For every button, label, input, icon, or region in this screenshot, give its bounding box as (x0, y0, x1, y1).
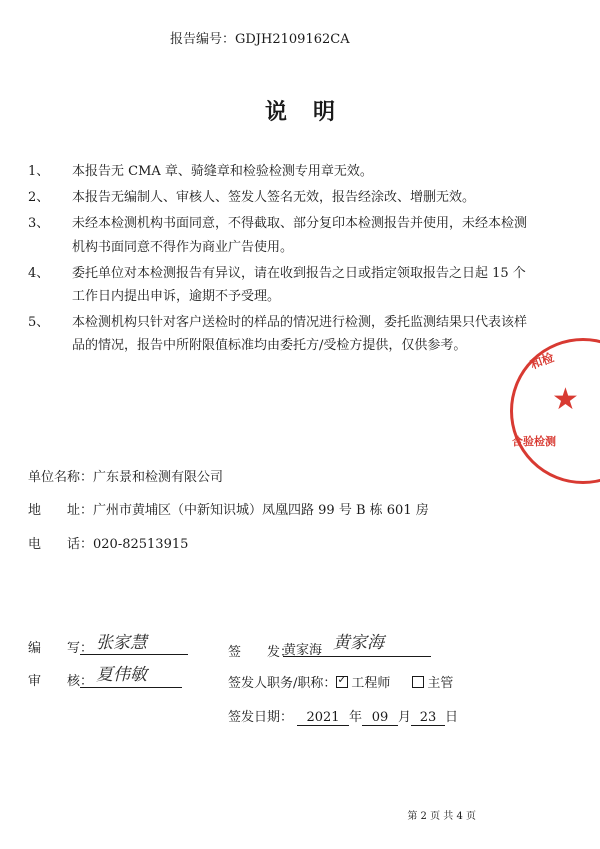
stamp-text-top: 和检 (528, 350, 556, 372)
manager-option-label: 主管 (427, 676, 454, 691)
note-number: 3、 (28, 216, 50, 232)
date-month: 09 (362, 710, 398, 726)
phone-value: 020-82513915 (93, 537, 189, 552)
date-day-unit: 日 (445, 710, 459, 725)
list-item (28, 160, 528, 183)
unit-row (28, 466, 223, 485)
list-item (28, 311, 528, 357)
issuer-signature: 黄家海 (333, 633, 384, 653)
address-label: 地 址： (28, 503, 94, 518)
phone-label: 电 话： (28, 537, 94, 552)
engineer-checkbox[interactable] (336, 676, 348, 688)
note-text: 本报告无编制人、审核人、签发人签名无效，报告经涂改、增删无效。 (72, 190, 476, 206)
note-text: 本报告无 CMA 章、骑缝章和检验检测专用章无效。 (72, 164, 373, 179)
note-number: 5、 (28, 315, 50, 331)
notes-list (28, 160, 528, 361)
list-item (28, 186, 528, 209)
list-item (28, 212, 528, 258)
date-year: 2021 (297, 710, 349, 726)
report-number: 报告编号：GDJH2109162CA (170, 32, 350, 47)
manager-checkbox[interactable] (412, 676, 424, 688)
compiler-label: 编 写： (28, 641, 94, 656)
compiler-line (80, 654, 188, 655)
note-text: 委托单位对本检测报告有异议，请在收到报告之日或指定领取报告之日起 15 个工作日内提出申诉，逾期不予受理。 (72, 265, 526, 305)
reviewer-line (80, 687, 182, 688)
stamp-text-bottom: 合验检测 (512, 435, 556, 448)
note-text: 未经本检测机构书面同意，不得截取、部分复印本检测报告并使用，未经本检测机构书面同意不得作为商业广告使用。 (72, 216, 528, 255)
page-footer: 第 2 页 共 4 页 (407, 811, 476, 822)
date-row (228, 706, 458, 726)
address-value: 广州市黄埔区（中新知识城）凤凰四路 99 号 B 栋 601 房 (93, 503, 429, 518)
reviewer-signature: 夏伟敏 (96, 665, 147, 685)
phone-row (28, 533, 188, 552)
unit-value: 广东景和检测有限公司 (93, 470, 224, 485)
note-number: 2、 (28, 190, 50, 206)
compiler-signature: 张家慧 (96, 633, 147, 653)
date-month-unit: 月 (398, 710, 412, 725)
date-year-unit: 年 (349, 710, 363, 725)
address-row (28, 499, 429, 518)
date-label: 签发日期： (228, 710, 294, 725)
engineer-option-label: 工程师 (351, 676, 391, 691)
position-row (228, 672, 453, 691)
note-number: 1、 (28, 164, 50, 179)
position-label: 签发人职务/职称： (228, 676, 337, 691)
date-day: 23 (411, 710, 445, 726)
issuer-name: 黄家海 (283, 643, 323, 658)
page-title: 说明 (264, 99, 361, 125)
note-text: 本检测机构只针对客户送检时的样品的情况进行检测，委托监测结果只代表该样品的情况，报告中所附限值标准均由委托方/受检方提供，仅供参考。 (72, 315, 528, 354)
issuer-line (283, 656, 431, 657)
list-item (28, 262, 528, 308)
star-icon: ★ (552, 382, 579, 417)
reviewer-label: 审 核： (28, 674, 94, 689)
issuer-label: 签 发： (228, 645, 294, 660)
note-number: 4、 (28, 265, 50, 281)
unit-label: 单位名称： (28, 470, 94, 485)
